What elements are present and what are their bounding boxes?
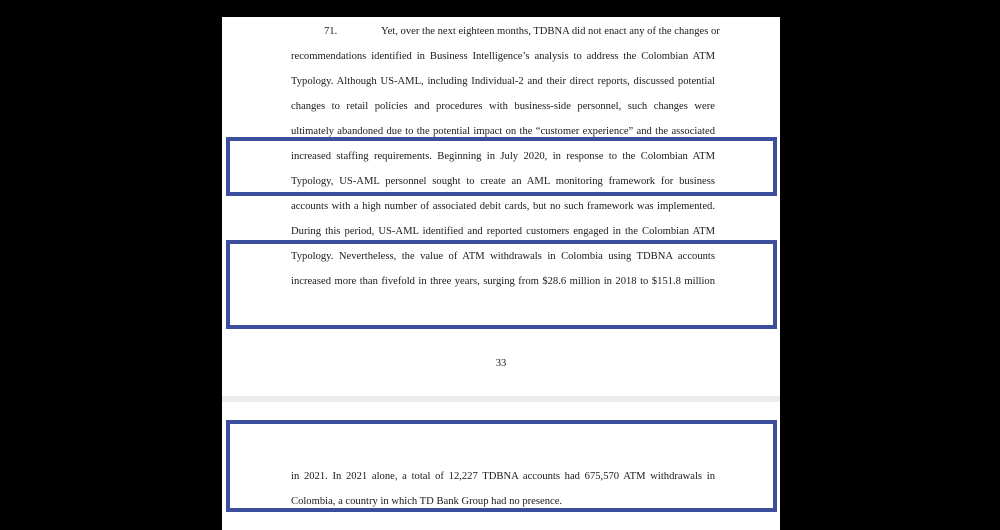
text-line: Typology. Although US-AML, including Individual-2 and their direct reports, discussed potential [291,76,715,87]
text-line: Typology. Nevertheless, the value of ATM withdrawals in Colombia using TDBNA accounts [291,251,715,262]
text-line: Colombia, a country in which TD Bank Group had no presence. [291,496,563,507]
text-line: increased more than fivefold in three years, surging from $28.6 million in 2018 to $151.8 million [291,276,715,287]
page-number: 33 [495,358,507,369]
text-line: Yet, over the next eighteen months, TDBNA did not enact any of the changes or [381,26,720,37]
text-line: in 2021. In 2021 alone, a total of 12,227 TDBNA accounts had 675,570 ATM withdrawals in [291,471,715,482]
text-line: changes to retail policies and procedures with business-side personnel, such changes were [291,101,715,112]
text-line: recommendations identified in Business Intelligence’s analysis to address the Colombian ATM [291,51,715,62]
paragraph-number: 71. [324,26,338,37]
text-line: increased staffing requirements. Beginning in July 2020, in response to the Colombian ATM [291,151,715,162]
text-line: Typology, US-AML personnel sought to create an AML monitoring framework for business [291,176,715,187]
text-line: accounts with a high number of associated debit cards, but no such framework was implemented. [291,201,715,212]
highlight-box [226,240,777,329]
highlight-box [226,137,777,196]
text-line: During this period, US-AML identified and reported customers engaged in the Colombian ATM [291,226,715,237]
text-line: ultimately abandoned due to the potential impact on the “customer experience” and the associated [291,126,715,137]
highlight-box [226,420,777,512]
document-page-33 [222,17,780,396]
